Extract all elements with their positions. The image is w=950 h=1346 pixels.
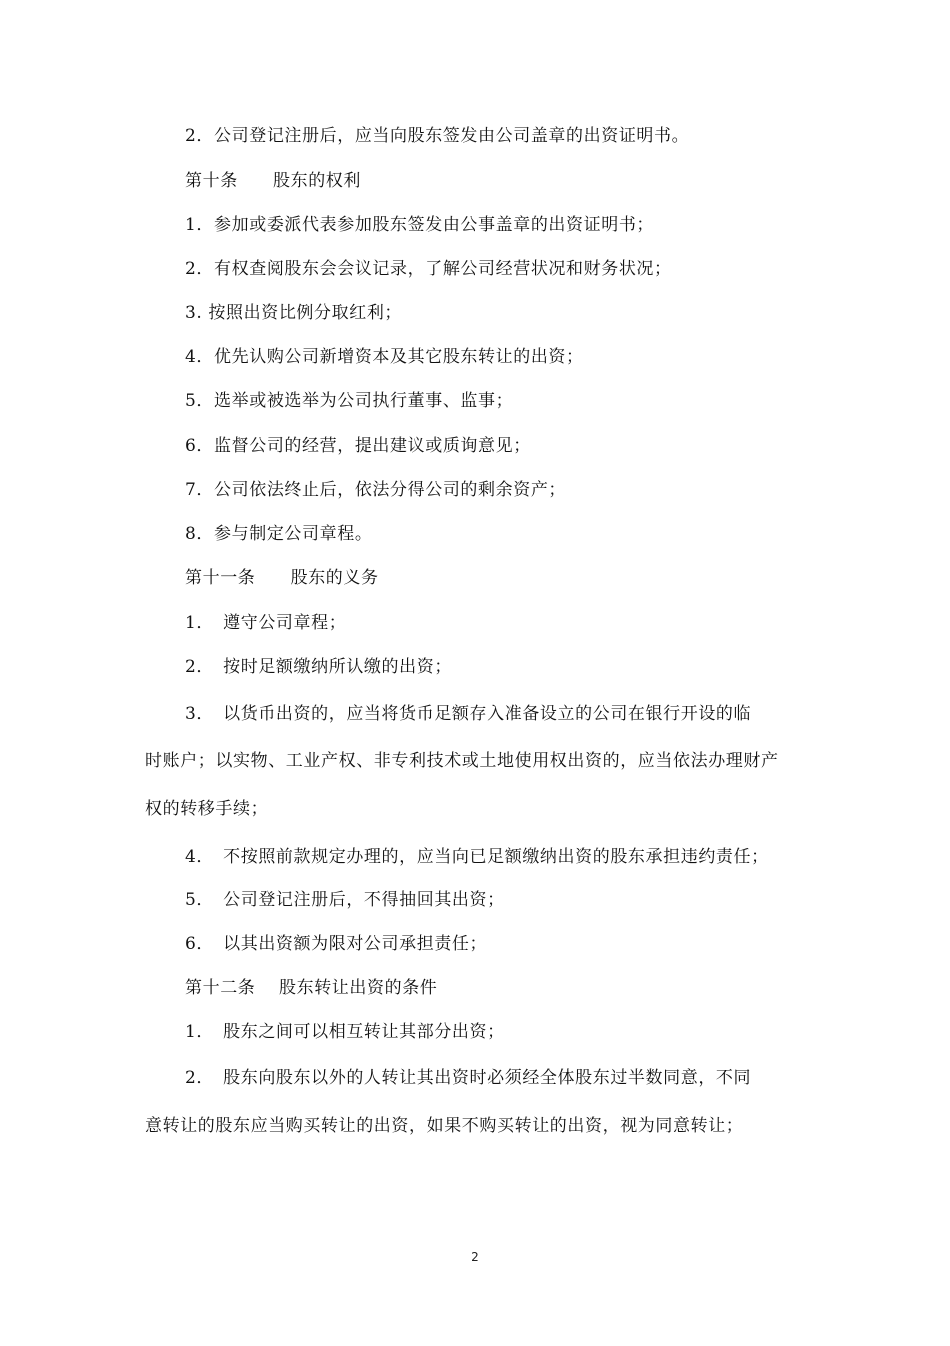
paragraph-line: 4．优先认购公司新增资本及其它股东转让的出资； bbox=[185, 347, 584, 367]
paragraph-line: 权的转移手续； bbox=[145, 799, 269, 819]
paragraph-line: 5． 公司登记注册后，不得抽回其出资； bbox=[185, 890, 505, 910]
paragraph-line: 2．公司登记注册后，应当向股东签发由公司盖章的出资证明书。 bbox=[185, 126, 690, 146]
article-heading: 第十一条 股东的义务 bbox=[185, 568, 379, 588]
paragraph-line: 1． 股东之间可以相互转让其部分出资； bbox=[185, 1022, 505, 1042]
paragraph-line: 6． 以其出资额为限对公司承担责任； bbox=[185, 934, 488, 954]
article-heading: 第十条 股东的权利 bbox=[185, 171, 361, 191]
article-heading: 第十二条 股东转让出资的条件 bbox=[185, 978, 438, 998]
paragraph-line: 意转让的股东应当购买转让的出资，如果不购买转让的出资，视为同意转让； bbox=[145, 1116, 744, 1136]
paragraph-line: 2． 股东向股东以外的人转让其出资时必须经全体股东过半数同意，不同 bbox=[185, 1068, 752, 1088]
paragraph-line: 6．监督公司的经营，提出建议或质询意见； bbox=[185, 436, 531, 456]
paragraph-line: 7．公司依法终止后，依法分得公司的剩余资产； bbox=[185, 480, 567, 500]
paragraph-line: 3. 按照出资比例分取红利； bbox=[185, 303, 403, 323]
paragraph-line: 1． 遵守公司章程； bbox=[185, 613, 347, 633]
paragraph-line: 2． 按时足额缴纳所认缴的出资； bbox=[185, 657, 452, 677]
paragraph-line: 8．参与制定公司章程。 bbox=[185, 524, 373, 544]
paragraph-line: 5．选举或被选举为公司执行董事、监事； bbox=[185, 391, 514, 411]
paragraph-line: 3． 以货币出资的，应当将货币足额存入准备设立的公司在银行开设的临 bbox=[185, 704, 752, 724]
page-number: 2 bbox=[471, 1250, 479, 1264]
paragraph-line: 时账户；以实物、工业产权、非专利技术或土地使用权出资的，应当依法办理财产 bbox=[145, 751, 779, 771]
paragraph-line: 1．参加或委派代表参加股东签发由公事盖章的出资证明书； bbox=[185, 215, 655, 235]
paragraph-line: 4． 不按照前款规定办理的，应当向已足额缴纳出资的股东承担违约责任； bbox=[185, 847, 769, 867]
paragraph-line: 2．有权查阅股东会会议记录，了解公司经营状况和财务状况； bbox=[185, 259, 672, 279]
